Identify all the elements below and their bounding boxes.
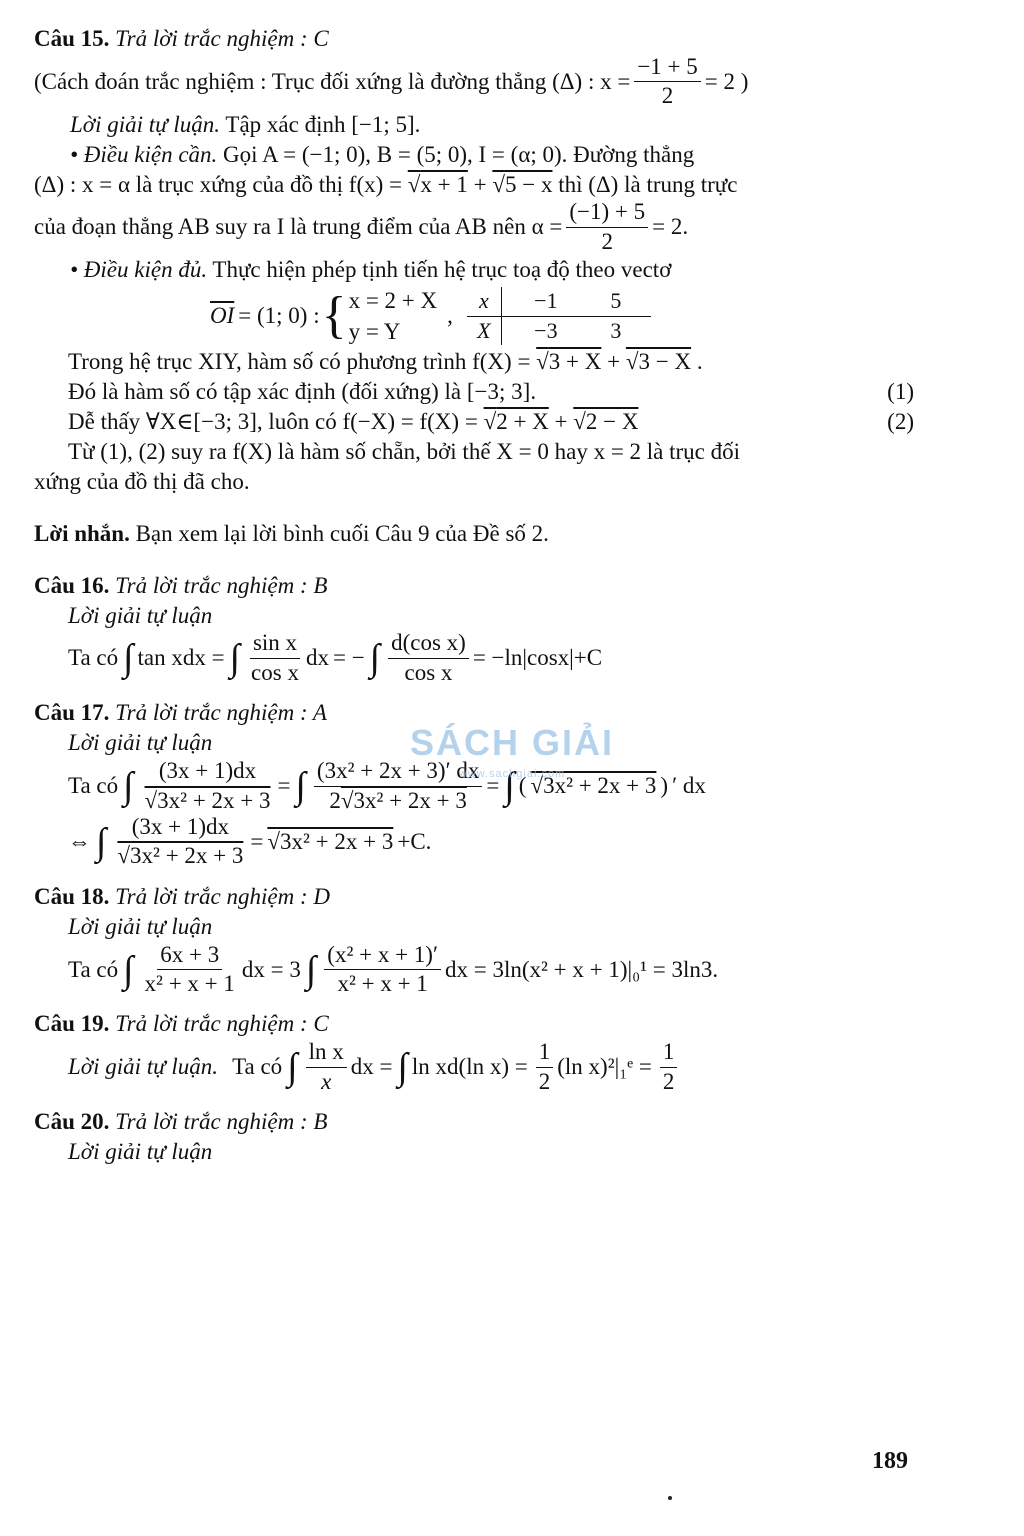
q20-solution-label: Lời giải tự luận <box>68 1139 213 1165</box>
q16-heading: Câu 16. Trả lời trắc nghiệm : B <box>34 572 328 598</box>
q19-formula: Lời giải tự luận. Ta có ∫ $\frac{\text{ln x}}{x}$ dx = ∫ ln xd(ln x) = $\frac{1}{2}$ (ln x)²|₁ᵉ = $\frac{1}{2}$ <box>34 1039 914 1095</box>
q15-sufficient: • Điều kiện đủ. Thực hiện phép tịnh tiến hệ trục toạ độ theo vectơ <box>70 257 672 283</box>
q15-label: Câu 15. <box>34 26 110 51</box>
q15-answer: Trả lời trắc nghiệm : C <box>115 26 329 51</box>
translation-system: x = 2 + X y = Y <box>348 288 438 345</box>
q15-domain: Lời giải tự luận. Tập xác định [−1; 5]. <box>70 111 421 137</box>
q15-guess-line <box>34 54 914 110</box>
q15-guess-text: (Cách đoán trắc nghiệm : Trục đối xứng là đường thẳng (Δ) : x = <box>34 68 631 94</box>
q15-conclusion-1: Từ (1), (2) suy ra f(X) là hàm số chẵn, bởi thế X = 0 hay x = 2 là trục đối <box>68 438 741 464</box>
system-brace: { <box>321 287 347 345</box>
q18-solution-label: Lời giải tự luận <box>68 913 213 939</box>
q15-symmetric-domain: Đó là hàm số có tập xác định (đối xứng) là [−3; 3]. (1) <box>34 377 914 407</box>
q15-even-check: Dễ thấy ∀X∈[−3; 3], luôn có f(−X) = f(X) = √ 2 + X + √ 2 − X (2) <box>34 407 914 437</box>
page-number: 189 <box>872 1448 908 1474</box>
q15-guess-fraction: $\frac{-1 + 5}{2}$ <box>634 54 700 110</box>
q15-heading <box>34 24 914 54</box>
q15-guess-result: = 2 ) <box>704 68 749 94</box>
q18-formula: Ta có ∫ $\frac{6x + 3}{\text{x² + x + 1}}$ dx = 3 ∫ $\frac{\text{(x² + x + 1)′}}{\text{x² + x + 1}}$ dx = 3ln(x² + x + 1)|₀¹ = 3ln3. <box>68 941 719 997</box>
ink-dot <box>668 1496 672 1500</box>
q15-new-system: Trong hệ trục XIY, hàm số có phương trình f(X) = √ 3 + X + √ 3 − X . <box>34 347 914 377</box>
page-content <box>34 24 914 1167</box>
note: Lời nhắn. Bạn xem lại lời bình cuối Câu 9 của Đề số 2. <box>34 520 549 546</box>
q20-heading: Câu 20. Trả lời trắc nghiệm : B <box>34 1109 328 1135</box>
q16-formula: Ta có ∫ tan xdx = ∫ $\frac{\text{sin x}}{\text{cos x}}$ dx = − ∫ $\frac{\text{d(cos x)}}{\text{cos x}}$ = −ln|cosx|+C <box>68 630 603 685</box>
q17-formula-1: Ta có ∫ (3x + 1)dx √ 3x² + 2x + 3 = ∫ $\frac{\text{(3x² + 2x + 3)′ dx}}{\text{2 √ 3x² + 2x + 3}}$ = ∫ ( √ 3x² + 2x + 3 ) ′ dx <box>34 758 914 814</box>
q15-necessary-1: • Điều kiện cần. Gọi A = (−1; 0), B = (5; 0), I = (α; 0). Đường thẳng <box>70 141 695 167</box>
q17-heading: Câu 17. Trả lời trắc nghiệm : A <box>34 700 327 726</box>
q15-necessary-3: của đoạn thẳng AB suy ra I là trung điểm của AB nên α = $\frac{(-1) + 5}{2}$ = 2. <box>34 199 689 254</box>
q16-solution-label: Lời giải tự luận <box>68 602 213 628</box>
vector-oi: $\overline{OI}$ <box>210 303 235 329</box>
watermark-logo: SÁCH GIẢI www.sachgiai.com <box>410 722 615 780</box>
q15-alpha-fraction: $\frac{(-1) + 5}{2}$ <box>566 199 648 255</box>
equation-tag-2: (2) <box>887 409 914 435</box>
q19-heading: Câu 19. Trả lời trắc nghiệm : C <box>34 1011 329 1037</box>
q15-conclusion-2: xứng của đồ thị đã cho. <box>34 468 250 494</box>
q15-translation: $\overline{OI}$ = (1; 0) : { x = 2 + X y = Y , x −1 5 X −3 3 <box>34 285 914 347</box>
q18-heading: Câu 18. Trả lời trắc nghiệm : D <box>34 883 330 909</box>
equation-tag-1: (1) <box>887 379 914 405</box>
coordinate-table: x −1 5 X −3 3 <box>467 287 651 345</box>
q17-formula-2: ⇔ ∫ (3x + 1)dx √ 3x² + 2x + 3 = √ 3x² + 2x + 3 +C. <box>34 814 914 870</box>
q17-solution-label: Lời giải tự luận <box>68 730 213 756</box>
q15-necessary-2: (Δ) : x = α là trục xứng của đồ thị f(x) = √ x + 1 + √ 5 − x thì (Δ) là trung trực <box>34 170 914 200</box>
